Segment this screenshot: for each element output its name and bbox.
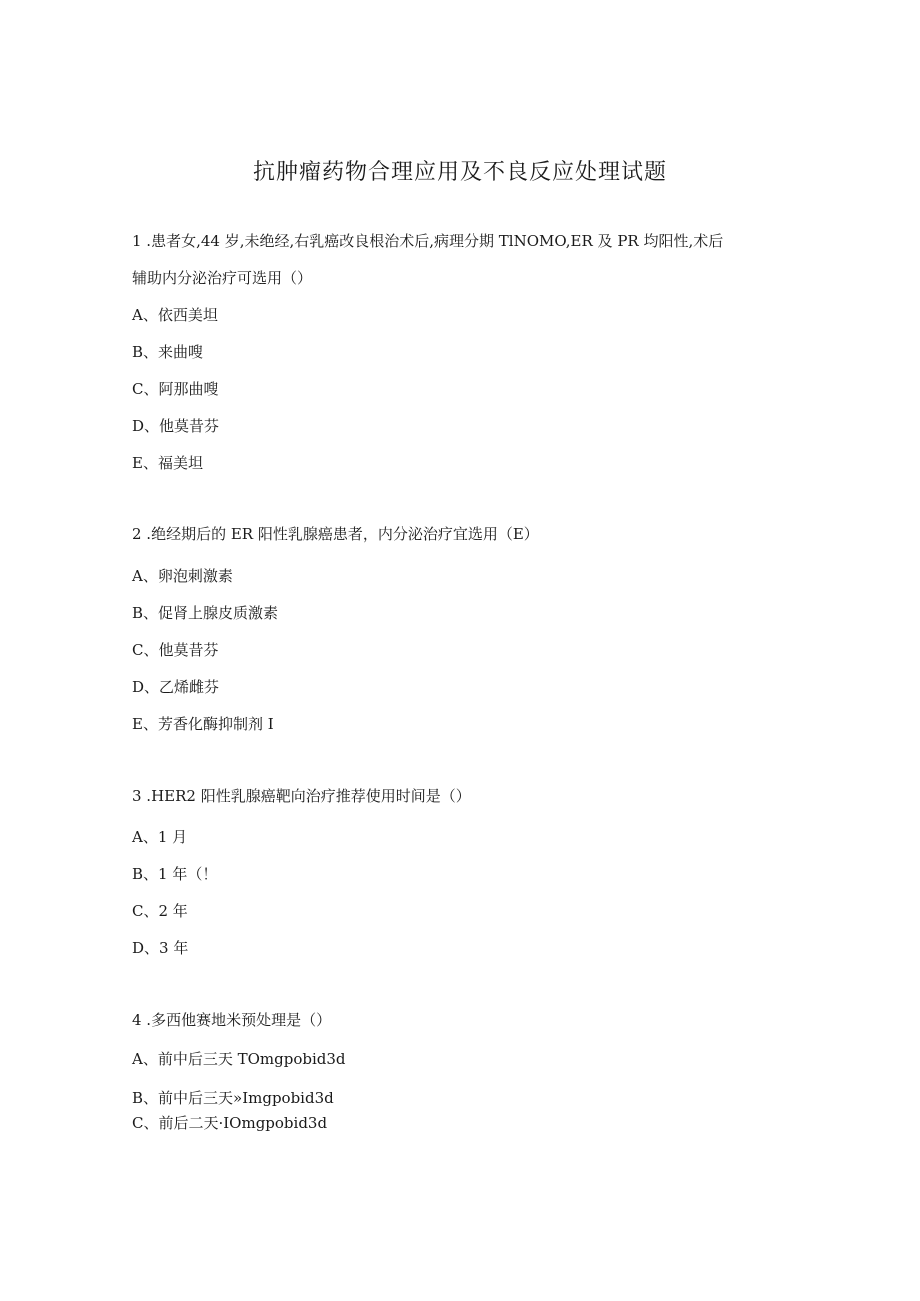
question-2-option-c: C、他莫昔芬: [132, 641, 219, 659]
question-3-option-d: D、3 年: [132, 939, 189, 957]
question-4-option-a: A、前中后三天 TOmgpobid3d: [132, 1050, 346, 1068]
question-1-option-e: E、福美坦: [132, 454, 203, 472]
question-2-stem-line-1: 2 .绝经期后的 ER 阳性乳腺癌患者，内分泌治疗宜选用（E）: [132, 525, 539, 543]
question-4-stem-line-1: 4 .多西他赛地米预处理是（）: [132, 1011, 332, 1029]
question-4-option-b: B、前中后三天»Imgpobid3d: [132, 1089, 334, 1107]
question-4-option-c: C、前后二天·IOmgpobid3d: [132, 1114, 328, 1132]
question-1-stem-line-2: 辅助内分泌治疗可选用（）: [132, 269, 313, 287]
document-title: 抗肿瘤药物合理应用及不良反应处理试题: [252, 160, 667, 185]
question-3-option-c: C、2 年: [132, 902, 188, 920]
question-1-stem-line-1: 1 .患者女,44 岁,未绝经,右乳癌改良根治术后,病理分期 TlNOMO,ER 及 PR 均阳性,术后: [132, 232, 724, 250]
question-3-option-b: B、1 年（！: [132, 865, 218, 883]
question-2-option-e: E、芳香化酶抑制剂 I: [132, 715, 274, 733]
question-2-option-d: D、乙烯雌芬: [132, 678, 220, 696]
question-2-option-a: A、卵泡刺激素: [132, 567, 233, 585]
question-1-option-b: B、来曲嗖: [132, 343, 204, 361]
question-3-stem-line-1: 3 .HER2 阳性乳腺癌靶向治疗推荐使用时间是（）: [132, 787, 471, 805]
question-1-option-a: A、依西美坦: [132, 306, 218, 324]
question-1-option-d: D、他莫昔芬: [132, 417, 220, 435]
question-1-option-c: C、阿那曲嗖: [132, 380, 219, 398]
question-3-option-a: A、1 月: [132, 828, 188, 846]
question-2-option-b: B、促肾上腺皮质激素: [132, 604, 279, 622]
